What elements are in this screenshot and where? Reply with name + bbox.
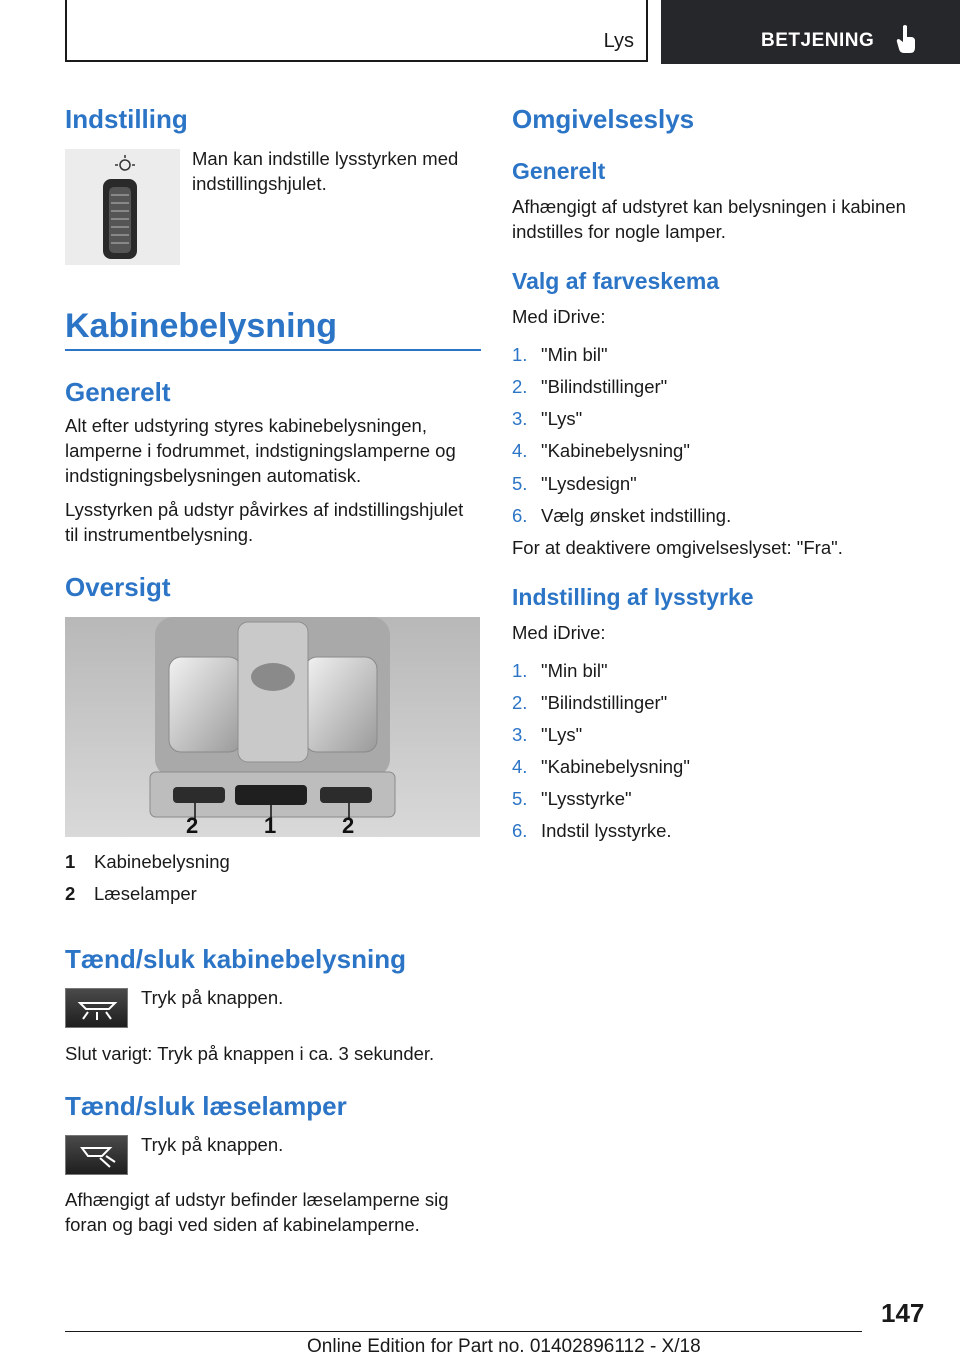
lysstyrke-intro: Med iDrive: (512, 622, 606, 643)
taend-kabine-heading: Tænd/sluk kabinebelysning (65, 944, 406, 974)
kabine-generelt-heading: Generelt (65, 377, 171, 407)
taend-laese-text: Afhængigt af udstyr befinder læselamperne sig foran og bagi ved siden af kabinelamperne. (65, 1189, 449, 1235)
omg-generelt-text: Afhængigt af udstyret kan belysningen i kabinen indstilles for nogle lamper. (512, 196, 906, 242)
taend-kabine-text: Slut varigt: Tryk på knappen i ca. 3 sekunder. (65, 1043, 435, 1064)
header-chapter-box (661, 0, 960, 64)
farve-intro: Med iDrive: (512, 306, 606, 327)
indstilling-heading: Indstilling (65, 104, 188, 134)
taend-kabine-press: Tryk på knappen. (141, 987, 284, 1008)
title-rule (65, 349, 481, 351)
photo-label-2-left: 2 (186, 813, 199, 837)
page-number: 147 (881, 1298, 925, 1328)
reading-light-button-icon (65, 1135, 128, 1175)
kabine-generelt-p1: Alt efter udstyring styres kabinebelysningen, lamperne i fodrummet, indstigningslamperne og indstigningsbelysningen automatisk. (65, 415, 456, 486)
taend-laese-heading: Tænd/sluk læselamper (65, 1091, 347, 1121)
kabine-generelt-p2: Lysstyrken på udstyr påvirkes af indstillingshjulet til instrumentbelysning. (65, 499, 464, 545)
lysstyrke-heading: Indstilling af lysstyrke (512, 584, 754, 610)
header-chapter-title: BETJENING (761, 30, 875, 51)
kabinebelysning-title: Kabinebelysning (65, 307, 338, 345)
omg-generelt-heading: Generelt (512, 158, 606, 184)
footer-edition: Online Edition for Part no. 01402896112 - X/18 (307, 1336, 701, 1357)
farve-after: For at deaktivere omgivelseslyset: "Fra". (512, 537, 843, 558)
omgivelseslys-title: Omgivelseslys (512, 104, 695, 134)
dimmer-wheel-image (65, 149, 180, 265)
interior-light-button-icon (65, 988, 128, 1028)
overhead-console-photo (65, 617, 480, 837)
header-section-box (65, 0, 648, 62)
photo-label-2-right: 2 (342, 813, 355, 837)
pointing-hand-icon (896, 24, 916, 59)
oversigt-heading: Oversigt (65, 572, 171, 602)
taend-laese-press: Tryk på knappen. (141, 1134, 284, 1155)
header-section-title: Lys (603, 30, 634, 52)
farve-heading: Valg af farveskema (512, 268, 720, 294)
photo-label-1: 1 (264, 813, 277, 837)
indstilling-text: Man kan indstille lysstyrken med indstillingshjulet. (192, 148, 459, 194)
footer-rule (65, 1331, 862, 1332)
